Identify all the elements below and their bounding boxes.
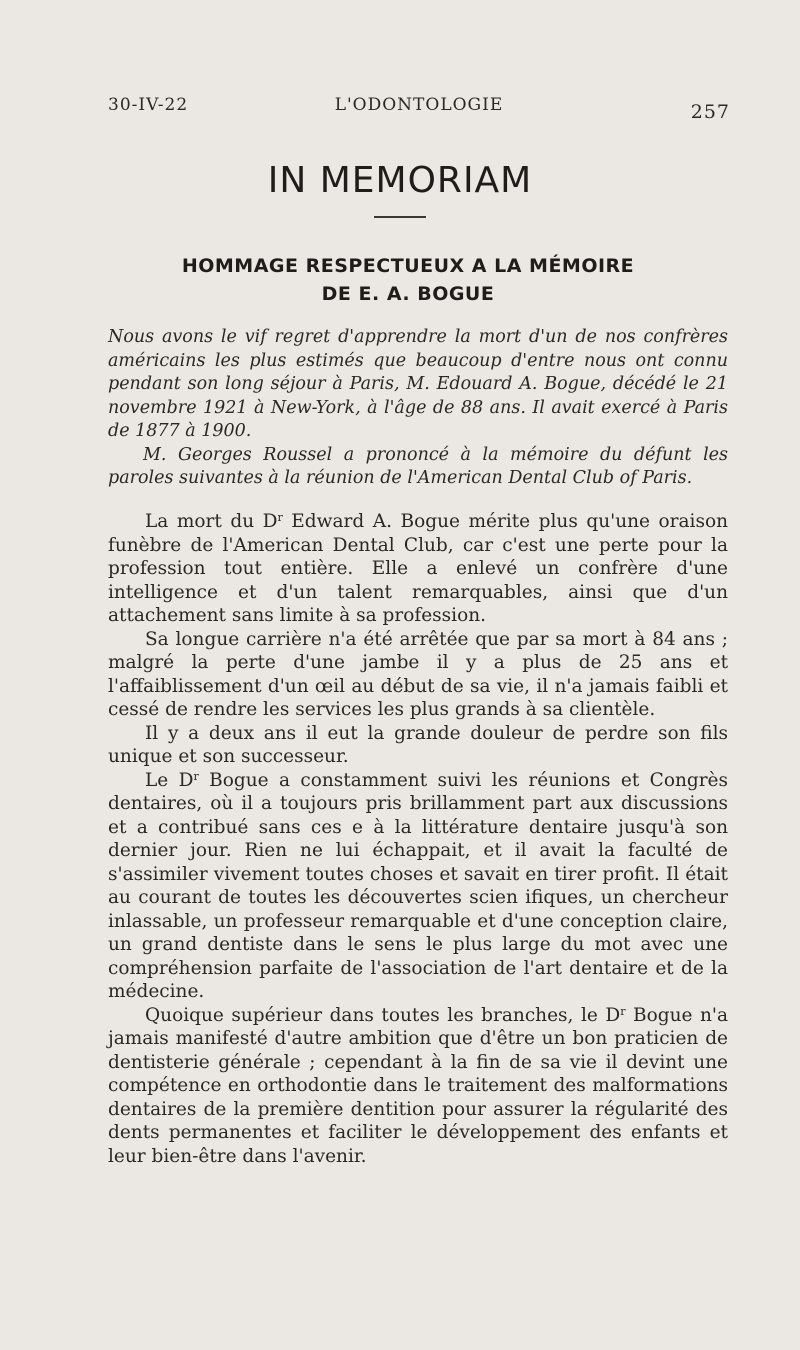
text-run: Le D (145, 769, 194, 791)
body-paragraph (108, 769, 728, 1004)
journal-name: L'ODONTOLOGIE (334, 95, 504, 115)
subtitle-line-2: DE E. A. BOGUE (321, 283, 495, 305)
article-body (108, 510, 728, 1168)
issue-date: 30-IV-22 (108, 95, 189, 115)
body-paragraph (108, 510, 728, 628)
article-subtitle (108, 252, 708, 308)
text-run: Il y a deux ans il eut la grande douleur de perdre son fils unique et son successeur. (108, 722, 728, 767)
page-number: 257 (690, 101, 730, 123)
text-run: Bogue n'a jamais manifesté d'autre ambition que d'être un bon praticien de dentisterie générale ; cependant à la fin de sa vie il devint une compétence en orthodontie dans le traitement des malformations dentaires de la première dentition pour assurer la régularité des dents permanentes et faciliter le développement des enfants et leur bien-être dans l'avenir. (108, 1004, 728, 1167)
superscript: r (277, 511, 283, 524)
superscript: r (193, 769, 199, 783)
superscript: r (620, 1004, 626, 1018)
body-paragraph (108, 628, 728, 722)
intro-paragraph: M. Georges Roussel a prononcé à la mémoire du défunt les paroles suivantes à la réunion de l'American Dental Club of Paris. (108, 444, 728, 488)
article-title: IN MEMORIAM (267, 160, 533, 201)
text-run: Quoique supérieur dans toutes les branches, le D (145, 1004, 621, 1026)
text-run: Sa longue carrière n'a été arrêtée que par sa mort à 84 ans ; malgré la perte d'une jambe il y a plus de 25 ans et l'affaiblissement d'un œil au début de sa vie, il n'a jamais faibli et cessé de rendre les services les plus grands à sa clientèle. (108, 628, 728, 720)
body-paragraph (108, 722, 728, 769)
text-run: Edward A. Bogue mérite plus qu'une oraison funèbre de l'American Dental Club, car c'est une perte pour la profession tout entière. Elle a enlevé un confrère d'une intelligence et d'un talent remarquables, ainsi que d'un attachement sans limite à sa profession. (108, 511, 728, 626)
body-paragraph (108, 1004, 728, 1169)
text-run: La mort du D (145, 511, 278, 532)
intro-paragraph: Nous avons le vif regret d'apprendre la mort d'un de nos confrères américains les plus estimés que beaucoup d'entre nous ont connu pendant son long séjour à Paris, M. Edouard A. Bogue, décédé le 21 novembre 1921 à New-York, à l'âge de 88 ans. Il avait exercé à Paris de 1877 à 1900. (108, 327, 728, 441)
title-divider (374, 216, 426, 218)
subtitle-line-1: HOMMAGE RESPECTUEUX A LA MÉMOIRE (181, 255, 635, 277)
text-run: Bogue a constamment suivi les réunions et Congrès dentaires, où il a toujours pris brillamment part aux discussions et a contribué sans ces e à la littérature dentaire jusqu'à son dernier jour. Rien ne lui échappait, et il avait la faculté de s'assimiler vivement toutes choses et savait en tirer profit. Il était au courant de toutes les découvertes scien ifiques, un chercheur inlassable, un professeur remarquable et d'une conception claire, un grand dentiste dans le sens le plus large du mot avec une compréhension parfaite de l'association de l'art dentaire et de la médecine. (108, 769, 728, 1002)
intro-note (108, 326, 728, 491)
